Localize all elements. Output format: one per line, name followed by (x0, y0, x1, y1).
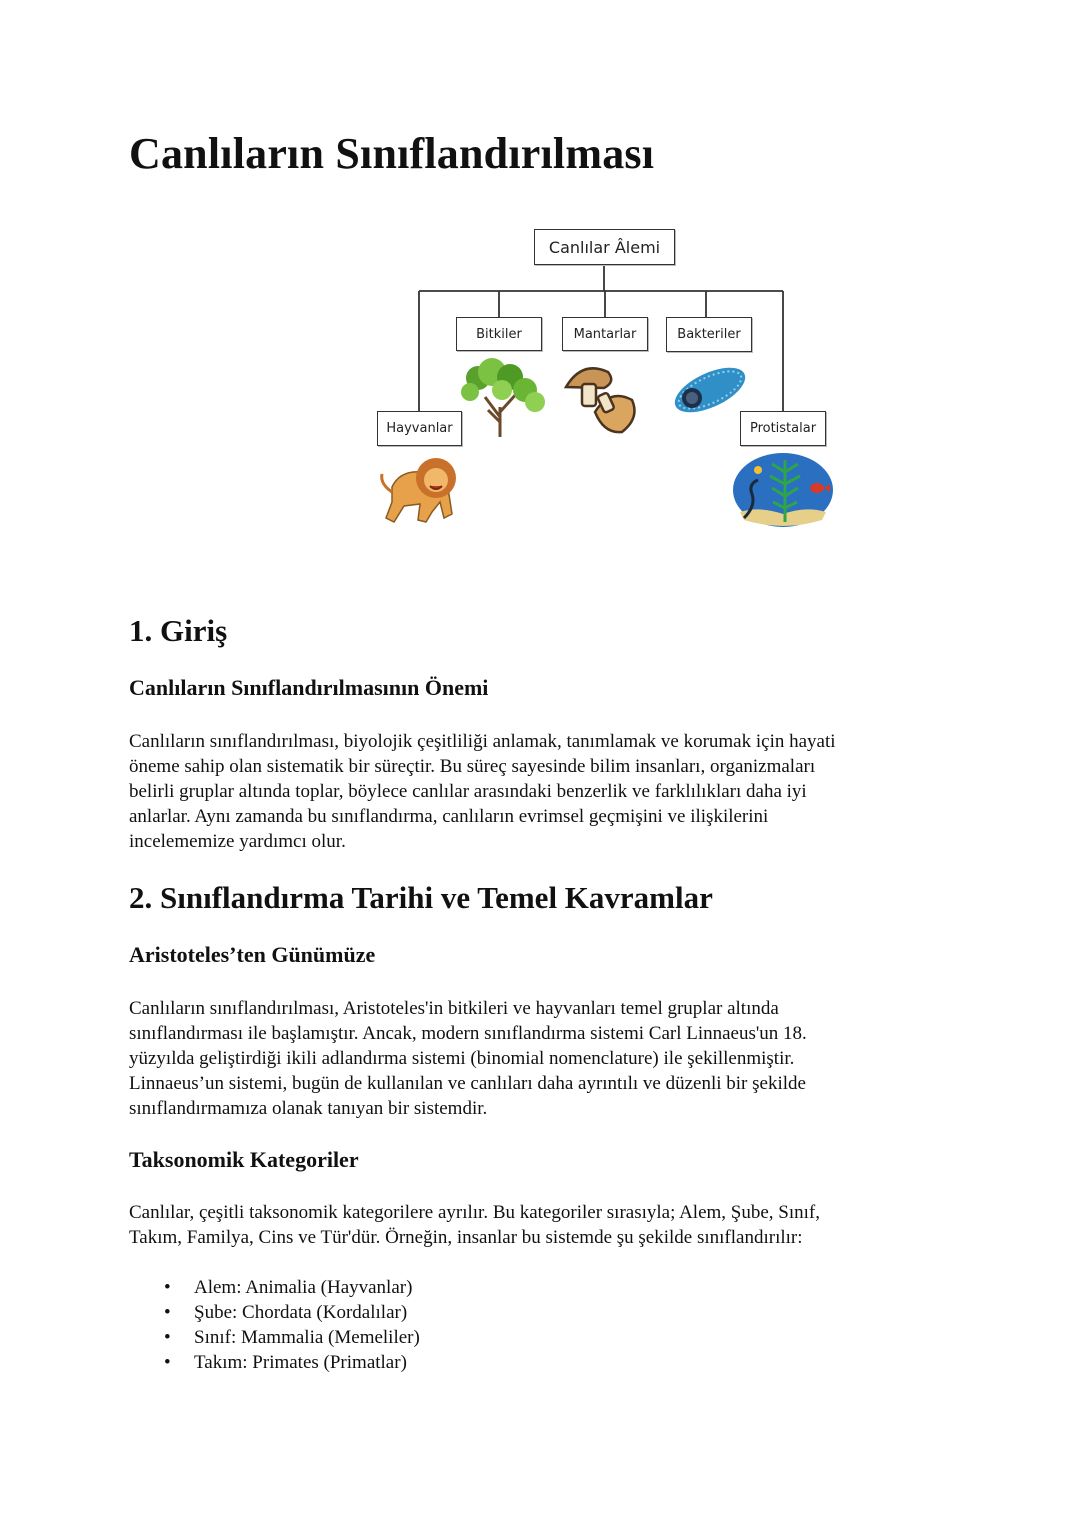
mushroom-icon (566, 368, 634, 432)
subheading-onemi: Canlıların Sınıflandırılmasının Önemi (129, 675, 489, 700)
list-item-text: Alem: Animalia (Hayvanlar) (194, 1277, 413, 1298)
list-item (160, 1350, 420, 1375)
subheading-aristoteles: Aristoteles’ten Günümüze (129, 942, 376, 967)
paragraph-line: Canlıların sınıflandırılması, Aristoteles'in bitkileri ve hayvanları temel gruplar altında (129, 998, 779, 1019)
diagram-node-protistalar: Protistalar (740, 411, 826, 446)
list-item (160, 1325, 420, 1350)
classification-diagram (360, 222, 860, 542)
paragraph-line: Canlıların sınıflandırılması, biyolojik çeşitliliği anlamak, tanımlamak ve korumak için hayati (129, 731, 836, 752)
lion-icon (382, 458, 456, 522)
diagram-node-hayvanlar: Hayvanlar (377, 411, 462, 446)
section-heading-giris: 1. Giriş (129, 613, 228, 648)
paragraph-line: incelememize yardımcı olur. (129, 831, 346, 852)
paragraph-line: Canlılar, çeşitli taksonomik kategorilere ayrılır. Bu kategoriler sırasıyla; Alem, Şube, Sınıf, (129, 1202, 821, 1223)
list-item (160, 1275, 420, 1300)
paragraph-line: yüzyılda geliştirdiği ikili adlandırma sistemi (binomial nomenclature) ile şekillenmiştir. (129, 1048, 795, 1069)
diagram-node-bakteriler: Bakteriler (666, 317, 752, 352)
paragraph-line: Takım, Familya, Cins ve Tür'dür. Örneğin, insanlar bu sistemde şu şekilde sınıflandırılır: (129, 1227, 803, 1248)
diagram-node-root: Canlılar Âlemi (534, 229, 675, 265)
tree-icon (461, 358, 545, 437)
bullet-icon: • (164, 1302, 171, 1323)
page-title: Canlıların Sınıflandırılması (129, 129, 655, 178)
paragraph-line: sınıflandırmamıza olanak tanıyan bir sistemdir. (129, 1098, 488, 1119)
paragraph-line: belirli gruplar altında toplar, böylece canlılar arasındaki benzerlik ve farklılıkları daha iyi (129, 781, 807, 802)
list-item-text: Takım: Primates (Primatlar) (194, 1352, 407, 1373)
bullet-icon: • (164, 1352, 171, 1373)
paragraph-taksonomik (129, 1200, 959, 1250)
paragraph-line: sınıflandırması ile başlamıştır. Ancak, modern sınıflandırma sistemi Carl Linnaeus'un 18. (129, 1023, 807, 1044)
diagram-connectors (360, 222, 860, 542)
list-item-text: Sınıf: Mammalia (Memeliler) (194, 1327, 420, 1348)
list-item-text: Şube: Chordata (Kordalılar) (194, 1302, 408, 1323)
list-item (160, 1300, 420, 1325)
section-heading-tarih: 2. Sınıflandırma Tarihi ve Temel Kavramlar (129, 880, 713, 915)
protist-scene-icon (733, 453, 833, 527)
taxonomy-list (160, 1275, 420, 1375)
subheading-taksonomik: Taksonomik Kategoriler (129, 1147, 359, 1172)
paragraph-line: anlarlar. Aynı zamanda bu sınıflandırma, canlıların evrimsel geçmişini ve ilişkilerini (129, 806, 769, 827)
paragraph-line: öneme sahip olan sistematik bir süreçtir. Bu süreç sayesinde bilim insanları, organizmaları (129, 756, 816, 777)
paragraph-line: Linnaeus’un sistemi, bugün de kullanılan ve canlıları daha ayrıntılı ve düzenli bir şekilde (129, 1073, 806, 1094)
paragraph-onemi (129, 729, 959, 854)
diagram-node-mantarlar: Mantarlar (562, 317, 648, 351)
bullet-icon: • (164, 1327, 171, 1348)
diagram-node-bitkiler: Bitkiler (456, 317, 542, 351)
bullet-icon: • (164, 1277, 171, 1298)
paragraph-aristoteles (129, 996, 959, 1121)
